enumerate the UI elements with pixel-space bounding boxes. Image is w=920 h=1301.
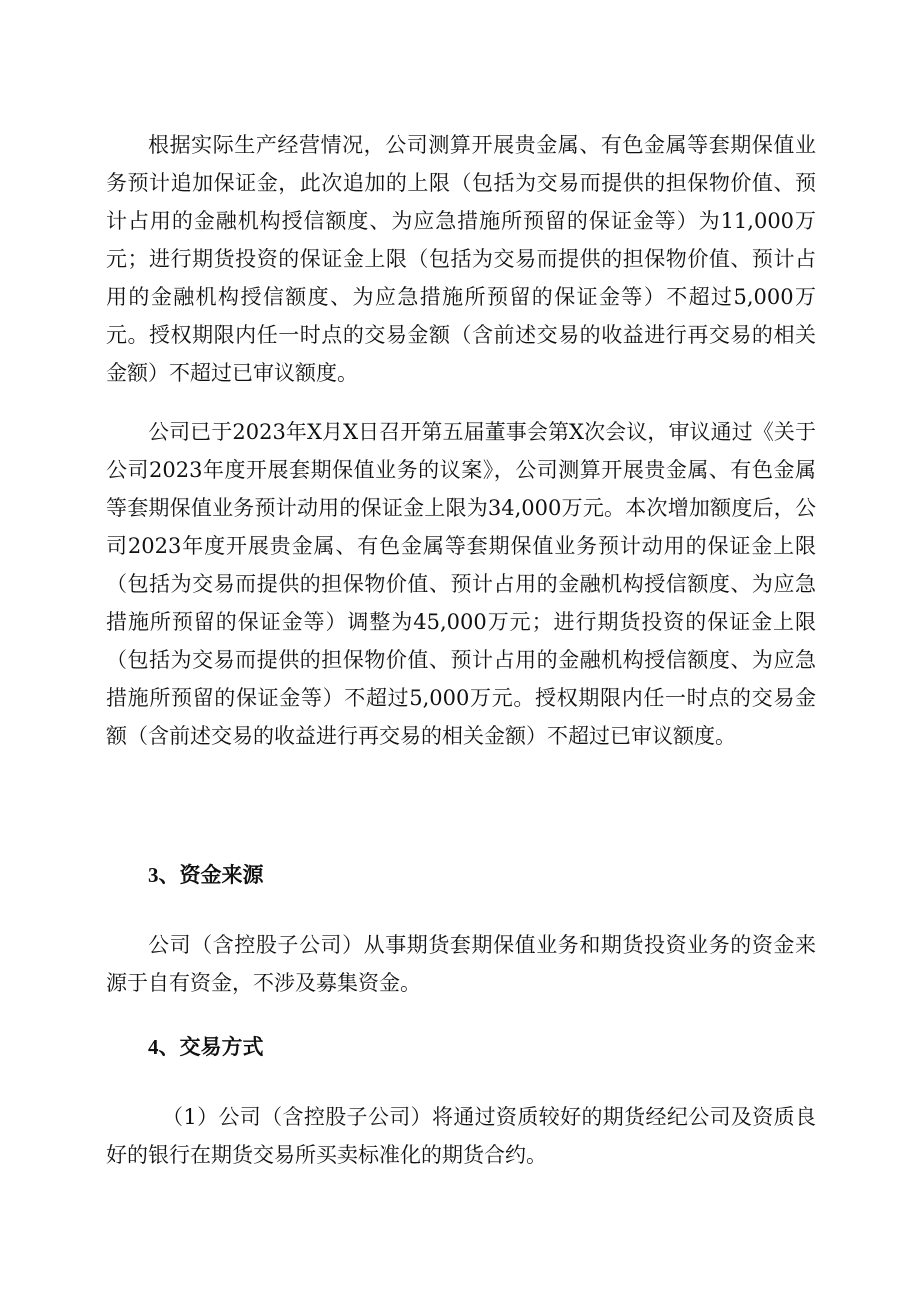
paragraph-board-approval: 公司已于2023年X月X日召开第五届董事会第X次会议，审议通过《关于公司2023年度开展套期保值业务的议案》，公司测算开展贵金属、有色金属等套期保值业务预计动用的保证金上限为34,000万元。本次增加额度后，公司2023年度开展贵金属、有色金属等套期保值业务预计动用的保证金上限（包括为交易而提供的担保物价值、预计占用的金融机构授信额度、为应急措施所预留的保证金等）调整为45,000万元；进行期货投资的保证金上限（包括为交易而提供的担保物价值、预计占用的金融机构授信额度、为应急措施所预留的保证金等）不超过5,000万元。授权期限内任一时点的交易金额（含前述交易的收益进行再交易的相关金额）不超过已审议额度。 (106, 420, 816, 748)
section-3-title: 、资金来源 (158, 862, 264, 887)
section-3-heading (148, 856, 264, 894)
paragraph-margin-additional: 根据实际生产经营情况，公司测算开展贵金属、有色金属等套期保值业务预计追加保证金，此次追加的上限（包括为交易而提供的担保物价值、预计占用的金融机构授信额度、为应急措施所预留的保证金等）为11,000万元；进行期货投资的保证金上限（包括为交易而提供的担保物价值、预计占用的金融机构授信额度、为应急措施所预留的保证金等）不超过5,000万元。授权期限内任一时点的交易金额（含前述交易的收益进行再交易的相关金额）不超过已审议额度。 (106, 133, 816, 385)
section-4-number: 4 (148, 1035, 159, 1059)
section-4-title: 、交易方式 (158, 1034, 264, 1059)
paragraph-fund-source: 公司（含控股子公司）从事期货套期保值业务和期货投资业务的资金来源于自有资金，不涉及募集资金。 (106, 933, 816, 995)
paragraph-trading-method: （1）公司（含控股子公司）将通过资质较好的期货经纪公司及资质良好的银行在期货交易所买卖标准化的期货合约。 (106, 1105, 816, 1167)
section-3-number: 3 (148, 863, 159, 887)
section-4-heading (148, 1028, 264, 1066)
